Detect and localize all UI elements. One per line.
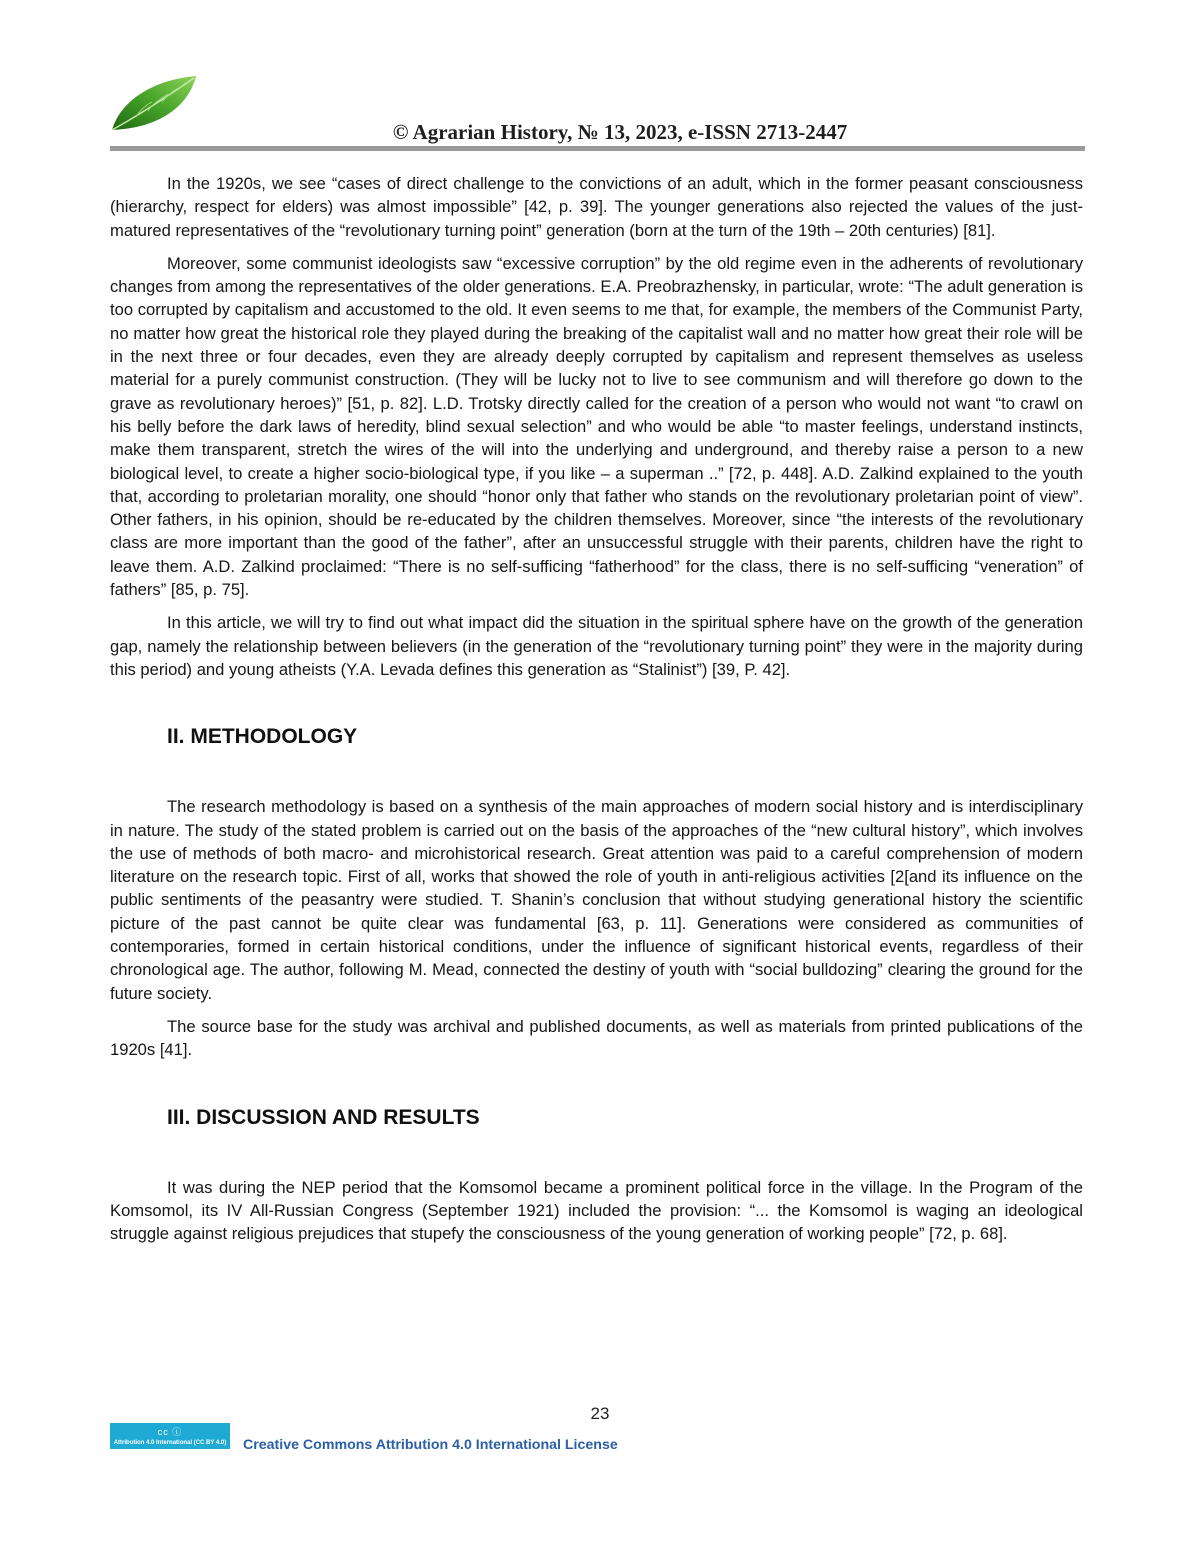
section-heading-methodology: II. METHODOLOGY bbox=[167, 725, 358, 749]
cc-badge-label: Attribution 4.0 International (CC BY 4.0) bbox=[113, 1440, 227, 1446]
cc-icons: cc ⓘ bbox=[157, 1427, 183, 1437]
cc-license-badge-icon bbox=[110, 1423, 230, 1449]
page-number: 23 bbox=[590, 1404, 610, 1423]
paragraph: It was during the NEP period that the Komsomol became a prominent political force in the village. In the Program of the Komsomol, its IV All-Russian Congress (September 1921) included the provision: “... the Komsomol is waging an ideological struggle against religious prejudices that stupefy the consciousness of the young generation of working people” [72, p. 68]. bbox=[110, 1177, 1083, 1244]
paragraph: The research methodology is based on a synthesis of the main approaches of modern social history and is interdisciplinary in nature. The study of the stated problem is carried out on the basis of the approaches of the “new cultural history”, which involves the use of methods of both macro- and microhistorical research. Great attention was paid to a careful comprehension of modern literature on the research topic. First of all, works that showed the role of youth in anti-religious activities [2[and its influence on the public sentiments of the peasantry were studied. T. Shanin’s conclusion that without studying generational history the scientific picture of the past cannot be quite clear was fundamental [63, p. 11]. Generations were considered as communities of contemporaries, formed in certain historical conditions, under the influence of significant historical events, regardless of their chronological age. The author, following M. Mead, connected the destiny of youth with “social bulldozing” clearing the ground for the future society. bbox=[110, 797, 1083, 1003]
article-body bbox=[110, 172, 1083, 1255]
section-heading-discussion: III. DISCUSSION AND RESULTS bbox=[167, 1105, 480, 1129]
paragraph: The source base for the study was archival and published documents, as well as materials from printed publications of the 1920s [41]. bbox=[110, 1016, 1083, 1060]
header-divider bbox=[110, 146, 1085, 151]
license-text: Creative Commons Attribution 4.0 International License bbox=[243, 1437, 618, 1453]
paragraph: In the 1920s, we see “cases of direct challenge to the convictions of an adult, which in the former peasant consciousness (hierarchy, respect for elders) was almost impossible” [42, p. 39]. The younger generations also rejected the values of the just-matured representatives of the “revolutionary turning point” generation (born at the turn of the 19th – 20th centuries) [81]. bbox=[110, 174, 1083, 240]
journal-header-title: © Agrarian History, № 13, 2023, e-ISSN 2713-2447 bbox=[392, 120, 848, 144]
paragraph: Moreover, some communist ideologists saw “excessive corruption” by the old regime even in the adherents of revolutionary changes from among the representatives of the older generations. E.A. Preobrazhensky, in particular, wrote: “The adult generation is too corrupted by capitalism and accustomed to the old. It even seems to me that, for example, the members of the Communist Party, no matter how great the historical role they played during the breaking of the capitalist wall and no matter how great their role will be in the next three or four decades, even they are already deeply corrupted by capitalism and represent themselves as useless material for a purely communist construction. (They will be lucky not to live to see communism and will therefore go down to the grave as revolutionary heroes)” [51, p. 82]. L.D. Trotsky directly called for the creation of a person who would not want “to crawl on his belly before the dark laws of heredity, blind sexual selection” and who would be able “to master feelings, understand instincts, make them transparent, stretch the wires of the will into the underlying and underground, and thereby raise a person to a new biological level, to create a higher socio-biological type, if you like – a superman ..” [72, p. 448]. A.D. Zalkind explained to the youth that, according to proletarian morality, one should “honor only that father who stands on the revolutionary proletarian point of view”. Other fathers, in his opinion, should be re-educated by the children themselves. Moreover, since “the interests of the revolutionary class are more important than the good of the father”, after an unsuccessful struggle with their parents, children have the right to leave them. A.D. Zalkind proclaimed: “There is no self-sufficing “fatherhood” for the class, there is no self-sufficing “veneration” of fathers” [85, p. 75]. bbox=[110, 253, 1083, 600]
paragraph: In this article, we will try to find out what impact did the situation in the spiritual sphere have on the growth of the generation gap, namely the relationship between believers (in the generation of the “revolutionary turning point” they were in the majority during this period) and young atheists (Y.A. Levada defines this generation as “Stalinist”) [39, P. 42]. bbox=[110, 613, 1083, 679]
